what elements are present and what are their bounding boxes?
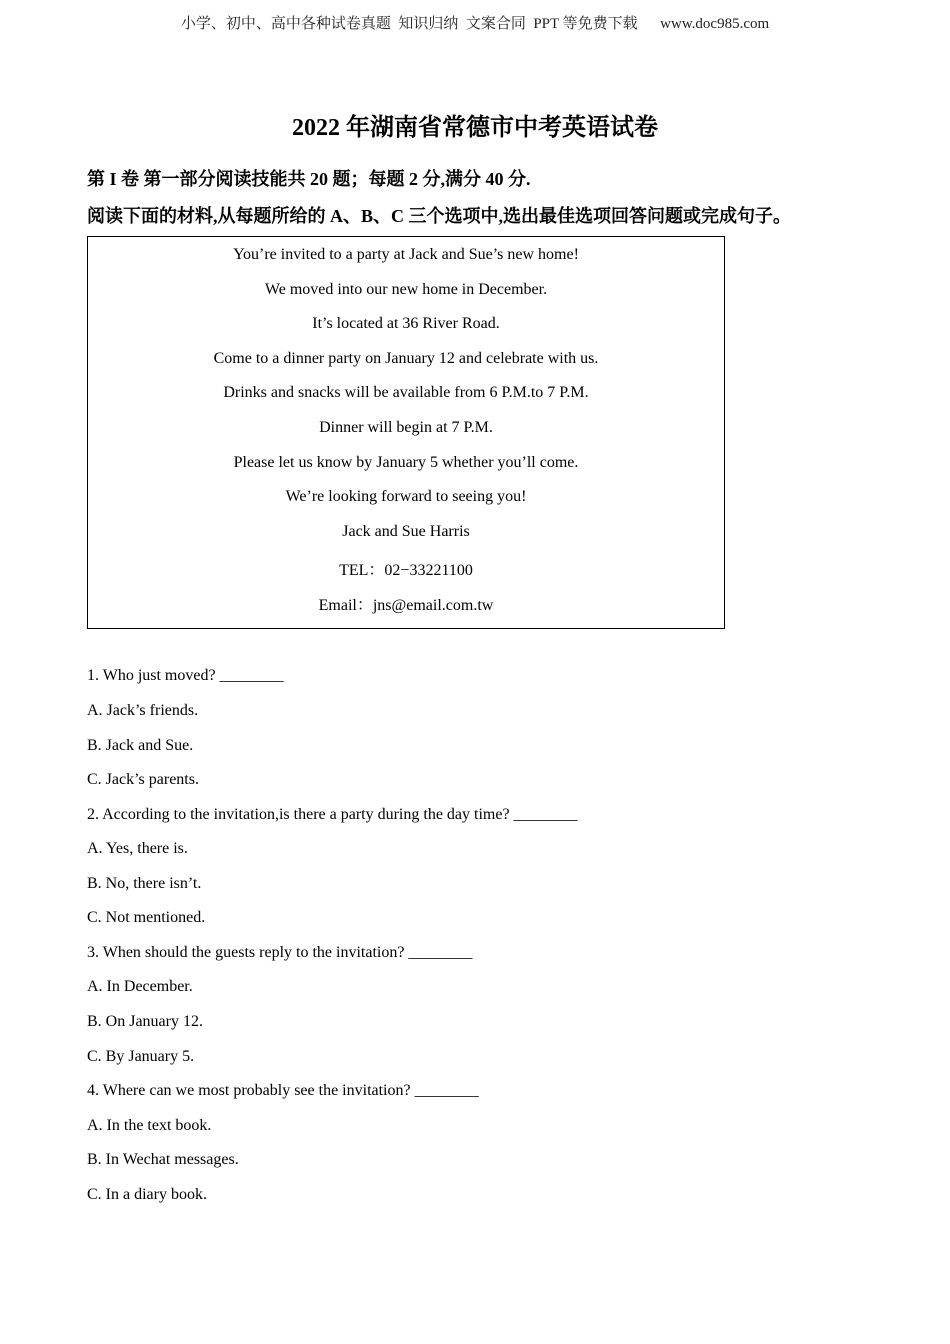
question-option: A. Jack’s friends. [87, 702, 199, 719]
question-option: B. Jack and Sue. [87, 737, 194, 754]
invitation-line: It’s located at 36 River Road. [312, 315, 500, 332]
invitation-line: We moved into our new home in December. [264, 281, 548, 298]
invitation-email: Email：jns@email.com.tw [318, 597, 494, 614]
question-option: B. In Wechat messages. [87, 1151, 239, 1168]
page-header: 小学、初中、高中各种试卷真题 知识归纳 文案合同 PPT 等免费下载 www.doc985.com [180, 16, 770, 32]
invitation-line: You’re invited to a party at Jack and Sue’s new home! [233, 246, 579, 263]
invitation-line: Please let us know by January 5 whether you’ll come. [233, 454, 579, 471]
question-option: A. In December. [87, 978, 193, 995]
section-instruction: 阅读下面的材料,从每题所给的 A、B、C 三个选项中,选出最佳选项回答问题或完成句子。 [87, 206, 792, 226]
question-option: C. Jack’s parents. [87, 771, 199, 788]
question-option: B. No, there isn’t. [87, 875, 202, 892]
question-option: C. Not mentioned. [87, 909, 206, 926]
question-stem: 2. According to the invitation,is there a party during the day time? ________ [87, 806, 578, 823]
section-heading: 第 I 卷 第一部分阅读技能共 20 题；每题 2 分,满分 40 分. [87, 169, 531, 189]
question-option: B. On January 12. [87, 1013, 203, 1030]
page-title: 2022 年湖南省常德市中考英语试卷 [292, 115, 658, 141]
question-stem: 1. Who just moved? ________ [87, 667, 284, 684]
invitation-line: We’re looking forward to seeing you! [285, 488, 527, 505]
invitation-phone: TEL：02−33221100 [339, 562, 473, 579]
invitation-signature: Jack and Sue Harris [342, 523, 470, 540]
question-stem: 3. When should the guests reply to the invitation? ________ [87, 944, 473, 961]
question-option: C. By January 5. [87, 1048, 195, 1065]
invitation-line: Drinks and snacks will be available from 6 P.M.to 7 P.M. [223, 384, 589, 401]
question-option: A. In the text book. [87, 1117, 212, 1134]
invitation-line: Dinner will begin at 7 P.M. [319, 419, 493, 436]
invitation-box [87, 236, 725, 629]
question-option: C. In a diary book. [87, 1186, 207, 1203]
question-option: A. Yes, there is. [87, 840, 188, 857]
question-stem: 4. Where can we most probably see the invitation? ________ [87, 1082, 479, 1099]
invitation-line: Come to a dinner party on January 12 and celebrate with us. [213, 350, 599, 367]
